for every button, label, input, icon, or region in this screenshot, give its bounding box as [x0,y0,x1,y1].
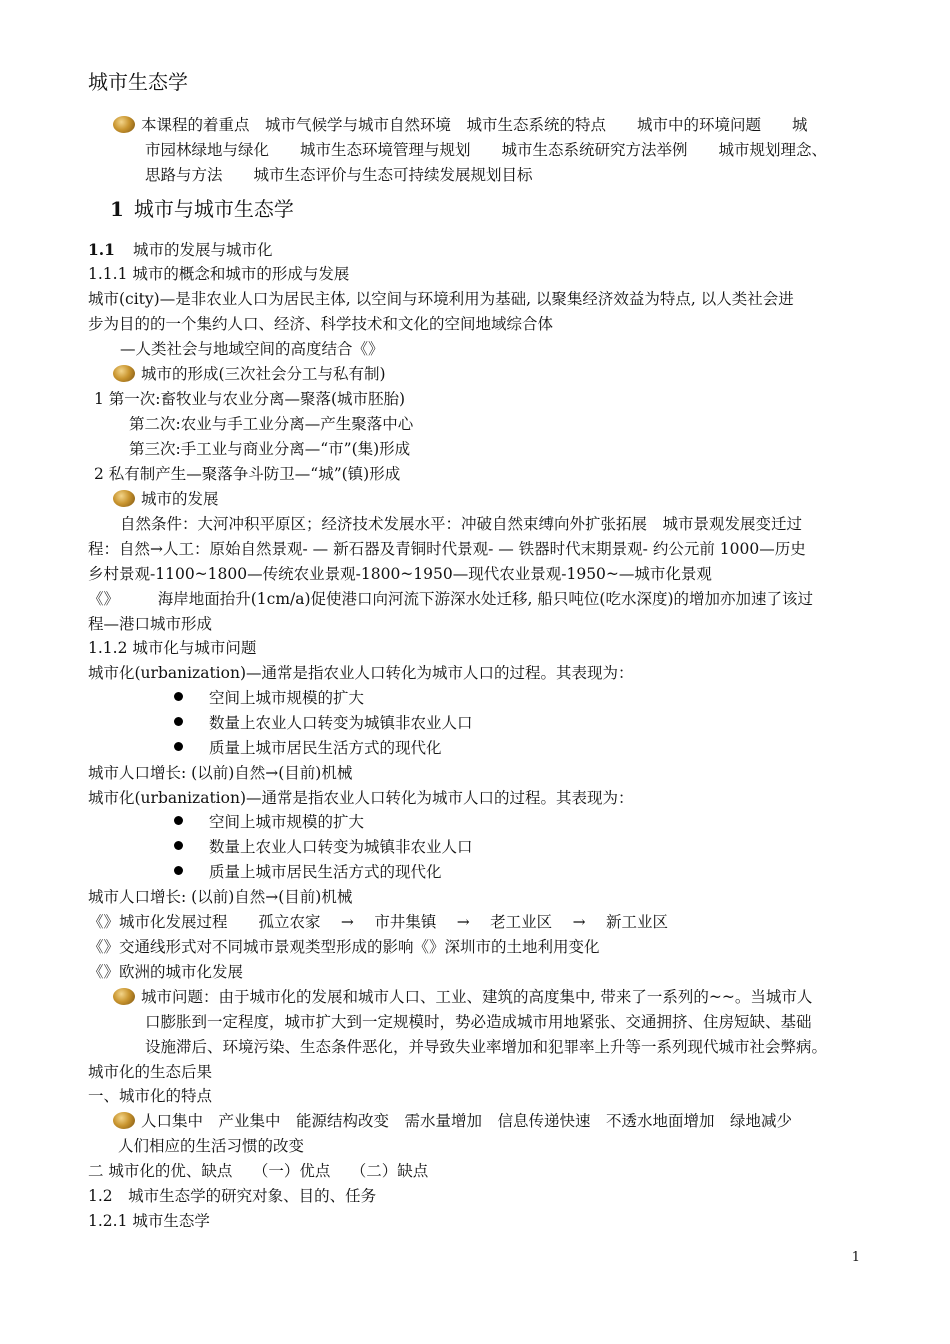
gold-orb-icon [113,1112,135,1129]
formation-item-3: 第三次:手工业与商业分离—“市”(集)形成 [129,440,411,458]
subsection-heading-1-2-1: 1.2.1 城市生态学 [88,1212,210,1230]
section-heading-1-2: 1.2 城市生态学的研究对象、目的、任务 [88,1187,377,1205]
urban-problem-line-1: 城市问题：由于城市化的发展和城市人口、工业、建筑的高度集中, 带来了一系列的~~。当城市人 [113,985,863,1010]
bullet-icon [174,841,183,850]
bullet-item: 数量上农业人口转变为城镇非农业人口 [174,711,862,736]
bullet-item: 空间上城市规模的扩大 [174,686,862,711]
section-heading-1-1 [88,237,862,263]
development-line-4: 《》 海岸地面抬升(1cm/a)促使港口向河流下游深水处迁移, 船只吨位(吃水深度)的增加亦加速了该过 [88,590,813,608]
gold-orb-icon [113,365,135,382]
bullet-item: 数量上农业人口转变为城镇非农业人口 [174,835,862,860]
bullet-item: 质量上城市居民生活方式的现代化 [174,860,862,885]
gold-orb-icon [113,490,135,507]
intro-text: 本课程的着重点 城市气候学与城市自然环境 城市生态系统的特点 城市中的环境问题 城 [141,116,808,134]
page-number: 1 [851,1250,860,1265]
chapter-title: 城市与城市生态学 [133,197,294,221]
city-definition-line-2: 步为目的的一个集约人口、经济、科学技术和文化的空间地域综合体 [88,315,554,333]
urban-problem-line-3: 设施滞后、环境污染、生态条件恶化，并导致失业率增加和犯罪率上升等一系列现代城市社会弊病。 [145,1038,828,1056]
development-line-3: 乡村景观-1100~1800—传统农业景观-1800~1950—现代农业景观-1950~—城市化景观 [88,565,712,583]
development-line-5: 程—港口城市形成 [88,615,213,633]
bullet-item: 空间上城市规模的扩大 [174,810,862,835]
bullet-icon [174,866,183,875]
population-growth-2: 城市人口增长: (以前)自然→(目前)机械 [88,888,353,906]
pros-cons: 二 城市化的优、缺点 （一）优点 （二）缺点 [88,1162,429,1180]
ecological-consequence: 城市化的生态后果 [88,1063,213,1081]
features-heading: 一、城市化的特点 [88,1087,213,1105]
urbanization-europe: 《》欧洲的城市化发展 [88,963,244,981]
bullet-item: 质量上城市居民生活方式的现代化 [174,736,862,761]
bullet-icon [174,717,183,726]
city-definition-line-1: 城市(city)—是非农业人口为居民主体, 以空间与环境利用为基础, 以聚集经济效益为特点, 以人类社会进 [88,290,794,308]
chapter-number: 1 [110,197,124,221]
intro-line-2: 市园林绿地与绿化 城市生态环境管理与规划 城市生态系统研究方法举例 城市规划理念、 [145,141,828,159]
features-line: 人口集中 产业集中 能源结构改变 需水量增加 信息传递快速 不透水地面增加 绿地减少 [113,1109,863,1134]
city-definition-line-3: —人类社会与地域空间的高度结合《》 [120,340,384,358]
gold-orb-icon [113,988,135,1005]
document-title: 城市生态学 [88,70,188,94]
intro-line-1 [113,113,863,138]
gold-orb-icon [113,116,135,133]
formation-item-2: 第二次:农业与手工业分离—产生聚落中心 [129,415,414,433]
urbanization-traffic: 《》交通线形式对不同城市景观类型形成的影响《》深圳市的土地利用变化 [88,938,600,956]
section-number: 1.1 [88,240,115,259]
development-line-2: 程：自然→人工：原始自然景观- — 新石器及青铜时代景观- — 铁器时代末期景观- 约公元前 1000—历史 [88,540,806,558]
urbanization-definition-1: 城市化(urbanization)—通常是指农业人口转化为城市人口的过程。其表现为： [88,664,634,682]
section-title: 城市的发展与城市化 [132,241,273,259]
formation-item-1: 1 第一次:畜牧业与农业分离—聚落(城市胚胎) [94,390,406,408]
urbanization-process: 《》城市化发展过程 孤立农家 → 市井集镇 → 老工业区 → 新工业区 [88,913,669,931]
development-heading: 城市的发展 [113,487,863,512]
intro-line-3: 思路与方法 城市生态评价与生态可持续发展规划目标 [145,166,533,184]
bullet-icon [174,816,183,825]
chapter-heading [110,195,862,223]
urbanization-definition-2: 城市化(urbanization)—通常是指农业人口转化为城市人口的过程。其表现为： [88,789,634,807]
bullet-icon [174,692,183,701]
formation-heading: 城市的形成(三次社会分工与私有制) [113,362,863,387]
subsection-heading-1-1-1: 1.1.1 城市的概念和城市的形成与发展 [88,265,350,283]
features-line-2: 人们相应的生活习惯的改变 [118,1137,305,1155]
subsection-heading-1-1-2: 1.1.2 城市化与城市问题 [88,639,257,657]
bullet-icon [174,742,183,751]
population-growth-1: 城市人口增长: (以前)自然→(目前)机械 [88,764,353,782]
development-line-1: 自然条件：大河冲积平原区；经济技术发展水平：冲破自然束缚向外扩张拓展 城市景观发展变迁过 [120,515,803,533]
formation-item-4: 2 私有制产生—聚落争斗防卫—“城”(镇)形成 [94,465,401,483]
urban-problem-line-2: 口膨胀到一定程度，城市扩大到一定规模时，势必造成城市用地紧张、交通拥挤、住房短缺、基础 [145,1013,812,1031]
